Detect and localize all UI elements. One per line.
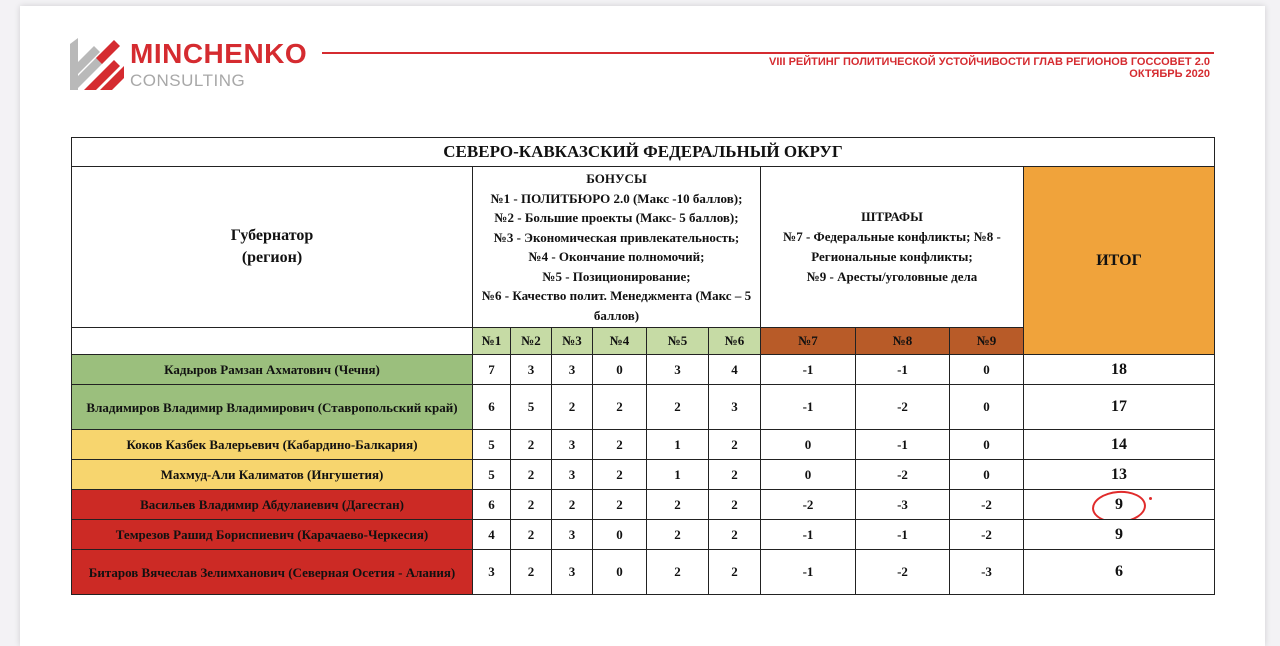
fine-cell: -3 (856, 490, 950, 520)
score-cell: 2 (511, 550, 552, 595)
score-cell: 7 (473, 355, 511, 385)
governor-name: Битаров Вячеслав Зелимханович (Северная Осетия - Алания) (72, 550, 473, 595)
report-header (769, 56, 1210, 80)
score-cell: 2 (593, 460, 647, 490)
total-cell: 9 (1024, 520, 1215, 550)
fine-cell: -1 (761, 385, 856, 430)
total-cell: 17 (1024, 385, 1215, 430)
total-cell: 13 (1024, 460, 1215, 490)
rating-table (71, 137, 1215, 595)
table-row (72, 460, 1215, 490)
bonus-col-6: №6 (709, 328, 761, 355)
score-cell: 2 (593, 385, 647, 430)
table-row (72, 385, 1215, 430)
score-cell: 2 (552, 490, 593, 520)
score-cell: 0 (593, 520, 647, 550)
bonus-col-1: №1 (473, 328, 511, 355)
fine-cell: -2 (950, 520, 1024, 550)
score-cell: 3 (709, 385, 761, 430)
score-cell: 2 (709, 460, 761, 490)
governor-header-line: Губернатор (230, 227, 314, 244)
score-cell: 2 (709, 520, 761, 550)
bonus-header-title: БОНУСЫ (586, 171, 647, 186)
fine-col-9: №9 (950, 328, 1024, 355)
fine-cell: -1 (856, 520, 950, 550)
fine-cell: -2 (856, 550, 950, 595)
total-cell: 14 (1024, 430, 1215, 460)
bonus-col-2: №2 (511, 328, 552, 355)
table-row (72, 430, 1215, 460)
bonus-criterion-2: №2 - Большие проекты (Макс- 5 баллов); (494, 210, 739, 225)
governor-name: Темрезов Рашид Бориспиевич (Карачаево-Черкесия) (72, 520, 473, 550)
logo-subtitle: CONSULTING (130, 71, 246, 90)
score-cell: 1 (647, 460, 709, 490)
table-row (72, 520, 1215, 550)
fine-cell: -1 (761, 520, 856, 550)
score-cell: 2 (511, 490, 552, 520)
total-cell-circled (1024, 490, 1215, 520)
score-cell: 0 (593, 550, 647, 595)
bonus-col-4: №4 (593, 328, 647, 355)
fine-cell: -1 (856, 430, 950, 460)
fines-header-title: ШТРАФЫ (861, 209, 923, 224)
bonus-column-header (473, 167, 761, 328)
fines-criterion-9: №9 - Аресты/уголовные дела (806, 269, 978, 284)
total-column-header: ИТОГ (1024, 167, 1215, 355)
fine-cell: -2 (856, 385, 950, 430)
fine-cell: -1 (761, 355, 856, 385)
district-title: СЕВЕРО-КАВКАЗСКИЙ ФЕДЕРАЛЬНЫЙ ОКРУГ (72, 138, 1215, 167)
table-row (72, 550, 1215, 595)
score-cell: 4 (473, 520, 511, 550)
score-cell: 2 (511, 460, 552, 490)
governor-name: Владимиров Владимир Владимирович (Ставропольский край) (72, 385, 473, 430)
score-cell: 2 (593, 490, 647, 520)
score-cell: 2 (647, 490, 709, 520)
logo-name: MINCHENKO (130, 38, 308, 69)
governor-name: Коков Казбек Валерьевич (Кабардино-Балкария) (72, 430, 473, 460)
minchenko-logo (70, 38, 310, 94)
fine-col-7: №7 (761, 328, 856, 355)
score-cell: 2 (511, 520, 552, 550)
score-cell: 2 (709, 490, 761, 520)
table-row (72, 490, 1215, 520)
fine-cell: 0 (950, 430, 1024, 460)
score-cell: 3 (552, 520, 593, 550)
score-cell: 6 (473, 385, 511, 430)
score-cell: 6 (473, 490, 511, 520)
fine-col-8: №8 (856, 328, 950, 355)
score-cell: 3 (552, 550, 593, 595)
score-cell: 2 (511, 430, 552, 460)
logo-stripes-icon (70, 38, 124, 90)
score-cell: 3 (552, 460, 593, 490)
score-cell: 1 (647, 430, 709, 460)
score-cell: 3 (473, 550, 511, 595)
bonus-criterion-3: №3 - Экономическая привлекательность; (493, 229, 740, 245)
governor-header-spacer (72, 328, 473, 355)
fines-criterion-7-8: №7 - Федеральные конфликты; №8 - Региональные конфликты; (783, 229, 1001, 264)
bonus-criterion-1: №1 - ПОЛИТБЮРО 2.0 (Макс -10 баллов); (490, 190, 743, 206)
fine-cell: -2 (761, 490, 856, 520)
total-cell: 6 (1024, 550, 1215, 595)
total-cell: 18 (1024, 355, 1215, 385)
fine-cell: -1 (856, 355, 950, 385)
score-cell: 2 (647, 520, 709, 550)
score-cell: 5 (473, 430, 511, 460)
bonus-col-3: №3 (552, 328, 593, 355)
bonus-criterion-5: №5 - Позиционирование; (542, 268, 691, 284)
fine-cell: 0 (950, 460, 1024, 490)
report-date: ОКТЯБРЬ 2020 (1129, 68, 1210, 80)
score-cell: 3 (647, 355, 709, 385)
bonus-criterion-6: №6 - Качество полит. Менеджмента (Макс – 5 баллов) (481, 288, 752, 323)
header-divider (322, 52, 1214, 54)
fine-cell: -2 (950, 490, 1024, 520)
score-cell: 2 (647, 550, 709, 595)
fine-cell: -1 (761, 550, 856, 595)
score-cell: 2 (709, 430, 761, 460)
hand-drawn-circle-annotation (1091, 490, 1147, 520)
score-cell: 5 (473, 460, 511, 490)
fine-cell: 0 (761, 460, 856, 490)
score-cell: 3 (552, 430, 593, 460)
fines-column-header (761, 167, 1024, 328)
fine-cell: 0 (950, 385, 1024, 430)
table-row (72, 355, 1215, 385)
annotation-dot (1149, 497, 1152, 500)
fine-cell: 0 (950, 355, 1024, 385)
total-value: 9 (1115, 495, 1123, 513)
governor-name: Махмуд-Али Калиматов (Ингушетия) (72, 460, 473, 490)
score-cell: 3 (511, 355, 552, 385)
score-cell: 5 (511, 385, 552, 430)
score-cell: 2 (709, 550, 761, 595)
governor-name: Васильев Владимир Абдулаиевич (Дагестан) (72, 490, 473, 520)
governor-column-header (72, 167, 473, 328)
fine-cell: -3 (950, 550, 1024, 595)
report-title: VIII РЕЙТИНГ ПОЛИТИЧЕСКОЙ УСТОЙЧИВОСТИ ГЛАВ РЕГИОНОВ ГОССОВЕТ 2.0 (769, 56, 1210, 68)
fine-cell: -2 (856, 460, 950, 490)
score-cell: 2 (647, 385, 709, 430)
fine-cell: 0 (761, 430, 856, 460)
bonus-criterion-4: №4 - Окончание полномочий; (528, 249, 705, 264)
score-cell: 2 (593, 430, 647, 460)
governor-name: Кадыров Рамзан Ахматович (Чечня) (72, 355, 473, 385)
region-header-line: (регион) (241, 249, 303, 266)
score-cell: 2 (552, 385, 593, 430)
score-cell: 4 (709, 355, 761, 385)
score-cell: 3 (552, 355, 593, 385)
bonus-col-5: №5 (647, 328, 709, 355)
score-cell: 0 (593, 355, 647, 385)
